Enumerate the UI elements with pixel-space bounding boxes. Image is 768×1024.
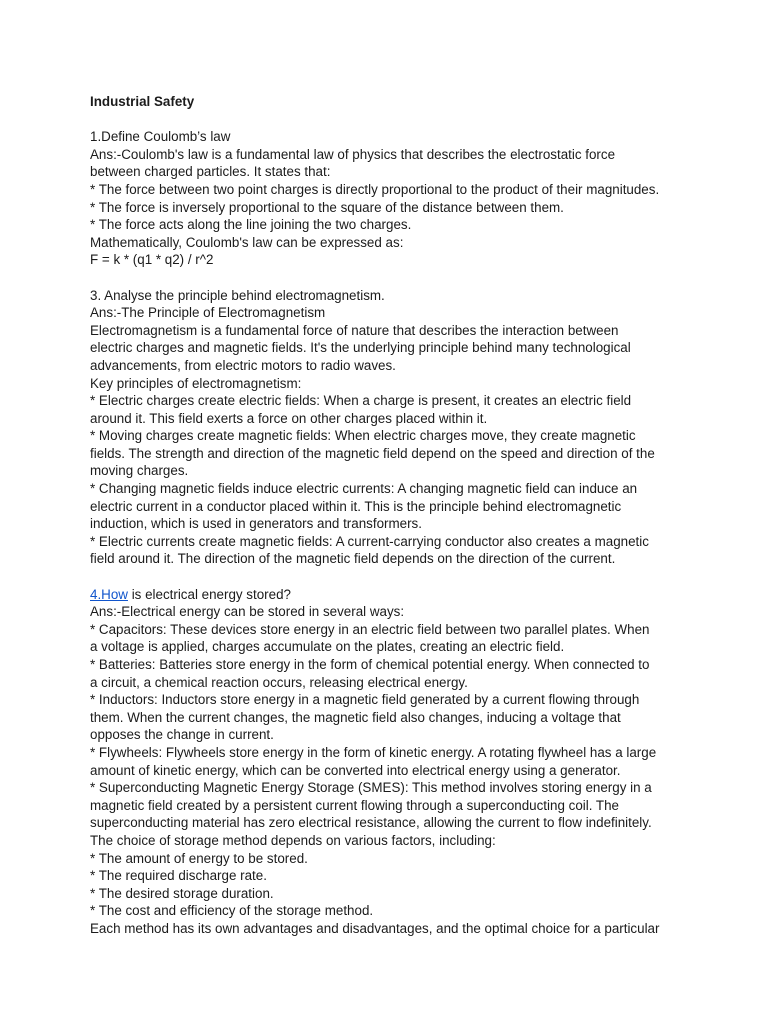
- document-body: [90, 93, 690, 938]
- question-4-heading: [90, 586, 690, 604]
- answer-line: Key principles of electromagnetism:: [90, 375, 302, 391]
- question-4-link[interactable]: 4.How: [90, 586, 128, 602]
- answer-line: advancements, from electric motors to radio waves.: [90, 357, 396, 373]
- question-4-text: is electrical energy stored?: [127, 586, 291, 602]
- document-title: Industrial Safety: [90, 94, 195, 109]
- answer-line: * Batteries: Batteries store energy in the form of chemical potential energy. When connected to: [90, 657, 650, 672]
- answer-line: Mathematically, Coulomb's law can be expressed as:: [90, 234, 404, 250]
- answer-line: Ans:-The Principle of Electromagnetism: [90, 305, 326, 321]
- answer-line: * Capacitors: These devices store energy in an electric field between two parallel plates. When: [90, 621, 650, 637]
- answer-line: * The required discharge rate.: [90, 868, 267, 884]
- answer-line: superconducting material has zero electrical resistance, allowing the current to flow indefinitely.: [90, 815, 652, 831]
- answer-line: * The desired storage duration.: [90, 885, 274, 901]
- answer-line: Ans:-Coulomb's law is a fundamental law of physics that describes the electrostatic force: [90, 146, 616, 162]
- answer-line: * Inductors: Inductors store energy in a magnetic field generated by a current flowing through: [90, 692, 640, 708]
- answer-line: * The force between two point charges is directly proportional to the product of their magnitudes.: [90, 181, 660, 197]
- answer-line: amount of kinetic energy, which can be converted into electrical energy using a generator.: [90, 762, 621, 778]
- answer-line: * Moving charges create magnetic fields: When electric charges move, they create magnetic: [90, 428, 636, 444]
- answer-line: electric current in a conductor placed within it. This is the principle behind electromagnetic: [90, 498, 622, 514]
- question-1-heading: 1.Define Coulomb’s law: [90, 129, 231, 145]
- formula-line: F = k * (q1 * q2) / r^2: [90, 252, 214, 268]
- answer-line: * The cost and efficiency of the storage method.: [90, 903, 374, 919]
- answer-line: Electromagnetism is a fundamental force of nature that describes the interaction between: [90, 322, 619, 338]
- answer-line: a circuit, a chemical reaction occurs, releasing electrical energy.: [90, 674, 468, 690]
- answer-line: moving charges.: [90, 463, 189, 479]
- answer-line: * The force is inversely proportional to the square of the distance between them.: [90, 199, 564, 215]
- question-4-section: [90, 586, 690, 938]
- answer-line: induction, which is used in generators and transformers.: [90, 516, 422, 532]
- answer-line: * The force acts along the line joining the two charges.: [90, 217, 412, 233]
- answer-line: magnetic field created by a persistent current flowing through a superconducting coil. The: [90, 797, 619, 813]
- answer-line: * The amount of energy to be stored.: [90, 850, 308, 866]
- answer-line: Ans:-Electrical energy can be stored in several ways:: [90, 604, 405, 620]
- answer-line: opposes the change in current.: [90, 727, 274, 743]
- answer-line: a voltage is applied, charges accumulate on the plates, creating an electric field.: [90, 639, 565, 655]
- spacer: [90, 568, 690, 586]
- answer-line: fields. The strength and direction of the magnetic field depend on the speed and direction of the: [90, 445, 655, 461]
- answer-line: * Superconducting Magnetic Energy Storage (SMES): This method involves storing energy in a: [90, 780, 652, 796]
- answer-line: them. When the current changes, the magnetic field also changes, inducing a voltage that: [90, 709, 621, 725]
- answer-line: electric charges and magnetic fields. It's the underlying principle behind many technological: [90, 340, 631, 356]
- answer-line: * Flywheels: Flywheels store energy in the form of kinetic energy. A rotating flywheel has a large: [90, 744, 657, 760]
- answer-line: Each method has its own advantages and disadvantages, and the optimal choice for a particular: [90, 920, 660, 936]
- answer-line: The choice of storage method depends on various factors, including:: [90, 832, 496, 848]
- answer-line: * Electric currents create magnetic fields: A current-carrying conductor also creates a magnetic: [90, 533, 649, 549]
- answer-line: * Electric charges create electric fields: When a charge is present, it creates an electric field: [90, 393, 632, 409]
- question-1-section: [90, 128, 690, 269]
- spacer: [90, 269, 690, 287]
- question-3-section: [90, 287, 690, 569]
- answer-line: field around it. The direction of the magnetic field depends on the direction of the current.: [90, 551, 616, 567]
- answer-line: between charged particles. It states that:: [90, 164, 331, 180]
- answer-line: * Changing magnetic fields induce electric currents: A changing magnetic field can induce an: [90, 481, 638, 497]
- question-3-heading: 3. Analyse the principle behind electromagnetism.: [90, 287, 385, 303]
- answer-line: around it. This field exerts a force on other charges placed within it.: [90, 410, 488, 426]
- spacer: [90, 111, 690, 129]
